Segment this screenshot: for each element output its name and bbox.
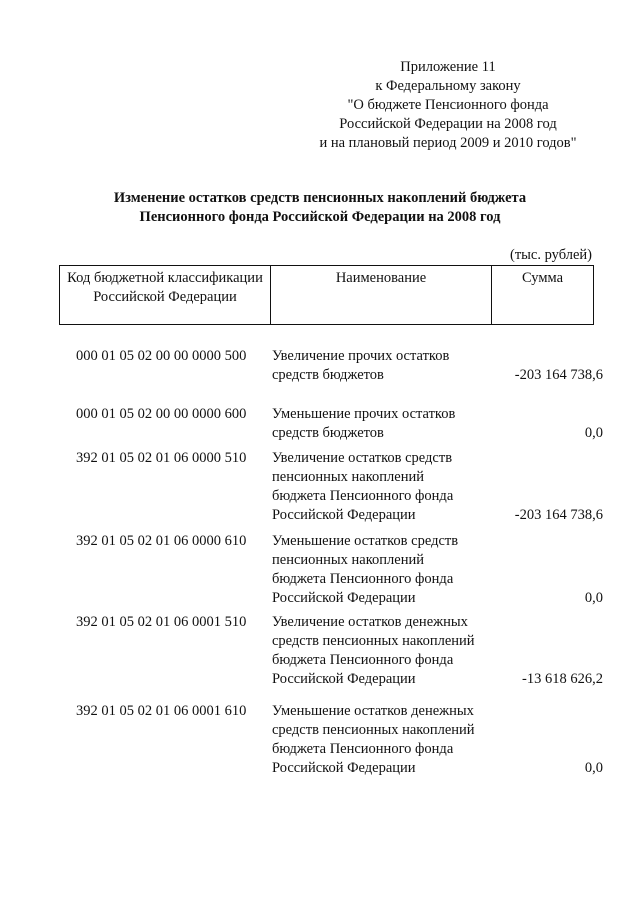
appendix-line: Приложение 11 — [400, 59, 496, 75]
row-name — [272, 532, 502, 608]
header-sum: Сумма — [521, 270, 564, 286]
row-name-line: средств бюджетов — [272, 367, 384, 383]
appendix-line: "О бюджете Пенсионного фонда — [347, 97, 549, 113]
row-name-line: бюджета Пенсионного фонда — [272, 488, 454, 504]
row-name-line: Уменьшение остатков средств — [272, 533, 459, 549]
title-line: Изменение остатков средств пенсионных накоплений бюджета — [113, 190, 527, 206]
row-name — [272, 702, 502, 778]
row-name-line: Российской Федерации — [272, 671, 416, 687]
row-sum: -203 164 738,6 — [514, 507, 603, 523]
row-name-line: Российской Федерации — [272, 590, 416, 606]
row-sum: 0,0 — [584, 760, 603, 776]
row-name-line: бюджета Пенсионного фонда — [272, 741, 454, 757]
header-code-line: Российской Федерации — [93, 289, 237, 305]
header-code-line: Код бюджетной классификации — [67, 270, 263, 286]
row-sum: -13 618 626,2 — [522, 671, 603, 687]
row-code: 000 01 05 02 00 00 0000 500 — [76, 348, 247, 364]
row-name-line: средств бюджетов — [272, 425, 384, 441]
row-name-line: бюджета Пенсионного фонда — [272, 652, 454, 668]
row-name-line: Уменьшение прочих остатков — [272, 406, 456, 422]
row-sum: -203 164 738,6 — [514, 367, 603, 383]
row-code: 392 01 05 02 01 06 0001 610 — [76, 703, 247, 719]
row-name — [272, 613, 502, 689]
row-name — [272, 347, 502, 385]
row-name-line: пенсионных накоплений — [272, 552, 425, 568]
row-code: 000 01 05 02 00 00 0000 600 — [76, 406, 247, 422]
header-name: Наименование — [335, 270, 427, 286]
row-sum: 0,0 — [584, 425, 603, 441]
row-name-line: Уменьшение остатков денежных — [272, 703, 474, 719]
row-name-line: пенсионных накоплений — [272, 469, 425, 485]
row-name-line: Российской Федерации — [272, 760, 416, 776]
row-name-line: средств пенсионных накоплений — [272, 633, 475, 649]
row-name-line: бюджета Пенсионного фонда — [272, 571, 454, 587]
row-name — [272, 449, 502, 525]
row-name — [272, 405, 502, 443]
appendix-line: Российской Федерации на 2008 год — [339, 116, 557, 132]
title-line: Пенсионного фонда Российской Федерации на 2008 год — [139, 209, 501, 225]
row-code: 392 01 05 02 01 06 0000 510 — [76, 450, 247, 466]
row-name-line: Увеличение остатков денежных — [272, 614, 468, 630]
row-name-line: Российской Федерации — [272, 507, 416, 523]
row-code: 392 01 05 02 01 06 0000 610 — [76, 533, 247, 549]
appendix-line: и на плановый период 2009 и 2010 годов" — [319, 135, 577, 151]
row-name-line: Увеличение остатков средств — [272, 450, 453, 466]
row-name-line: средств пенсионных накоплений — [272, 722, 475, 738]
unit-label: (тыс. рублей) — [510, 247, 592, 263]
row-code: 392 01 05 02 01 06 0001 510 — [76, 614, 247, 630]
row-sum: 0,0 — [584, 590, 603, 606]
appendix-line: к Федеральному закону — [375, 78, 521, 94]
row-name-line: Увеличение прочих остатков — [272, 348, 450, 364]
